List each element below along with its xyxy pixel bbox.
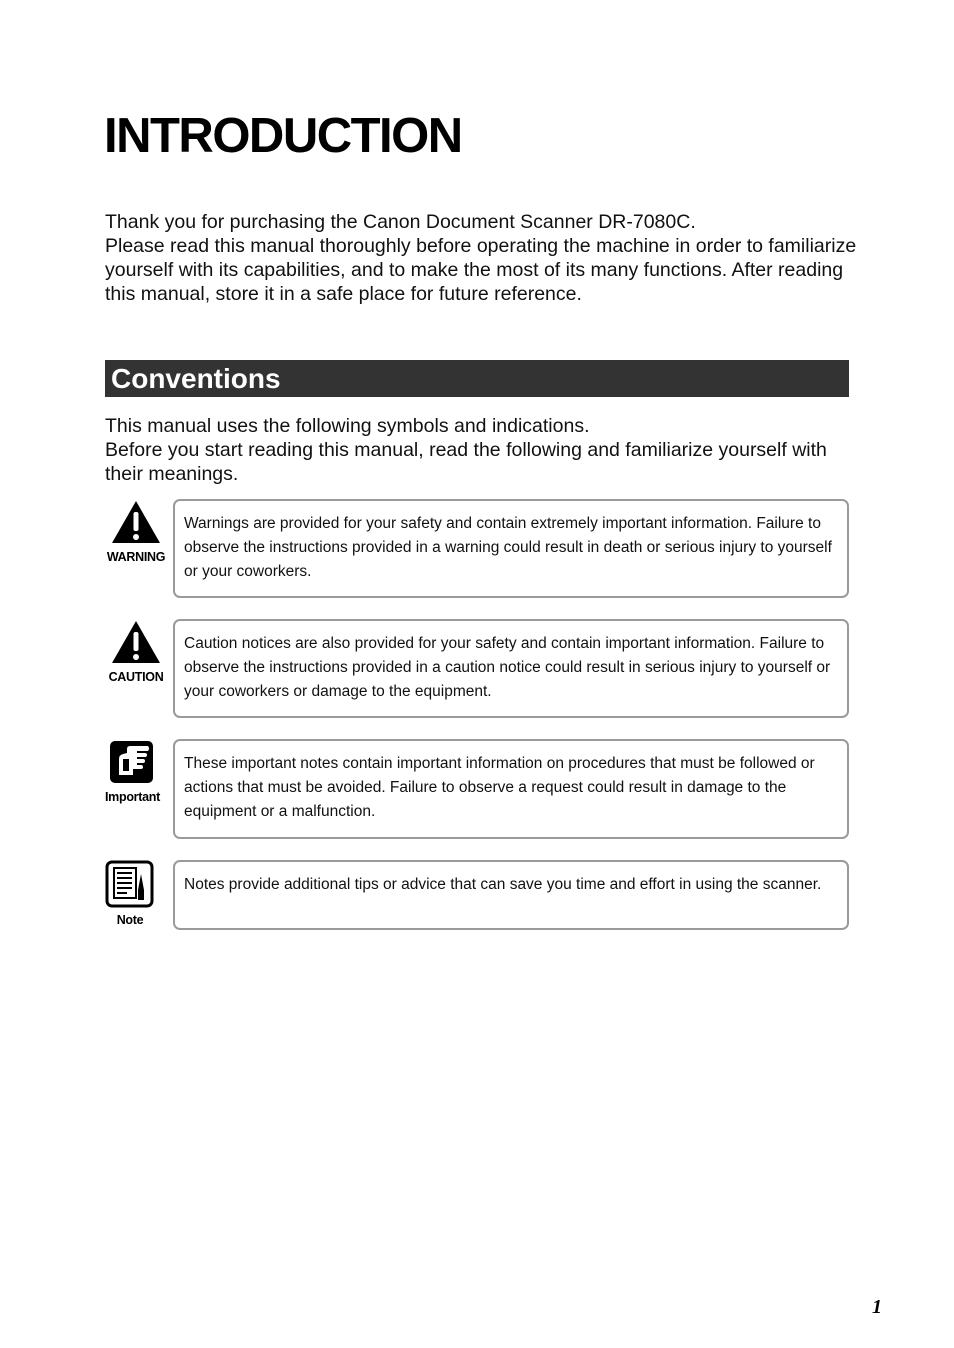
page-number: 1 (872, 1296, 882, 1318)
important-label: Important (105, 790, 160, 804)
caution-description: Caution notices are also provided for your safety and contain important information. Failure to observe the instructions provided in a caution notice could result in serious injury to yourself or your coworkers or damage to the equipment. (173, 619, 849, 718)
intro-text (105, 210, 865, 306)
conventions-paragraph: This manual uses the following symbols and indications. (105, 415, 590, 437)
conventions-intro (105, 414, 865, 486)
note-symbol (105, 860, 155, 927)
warning-label: WARNING (106, 550, 166, 564)
warning-symbol (105, 499, 167, 564)
note-icon (105, 860, 155, 908)
page-title: INTRODUCTION (104, 109, 462, 163)
section-heading-conventions: Conventions (105, 360, 849, 397)
important-symbol (105, 739, 159, 804)
caution-symbol (105, 619, 167, 684)
intro-paragraph: Thank you for purchasing the Canon Document Scanner DR-7080C. (105, 211, 696, 233)
caution-label: CAUTION (108, 670, 164, 684)
pointing-hand-icon (105, 739, 159, 785)
intro-paragraph: Please read this manual thoroughly before operating the machine in order to familiarize yourself with its capabilities, and to make the most of its many functions. After reading this manual, store it in a safe place for future reference. (105, 235, 857, 305)
warning-icon (105, 499, 167, 545)
caution-icon (105, 619, 167, 665)
note-description: Notes provide additional tips or advice that can save you time and effort in using the scanner. (173, 860, 849, 930)
important-description: These important notes contain important information on procedures that must be followed or actions that must be avoided. Failure to observe a request could result in damage to the equipment or a malfunction. (173, 739, 849, 839)
note-label: Note (116, 913, 144, 927)
warning-description: Warnings are provided for your safety and contain extremely important information. Failure to observe the instructions provided in a warning could result in death or serious injury to yourself or your coworkers. (173, 499, 849, 598)
conventions-paragraph: Before you start reading this manual, read the following and familiarize yourself with their meanings. (105, 439, 827, 485)
